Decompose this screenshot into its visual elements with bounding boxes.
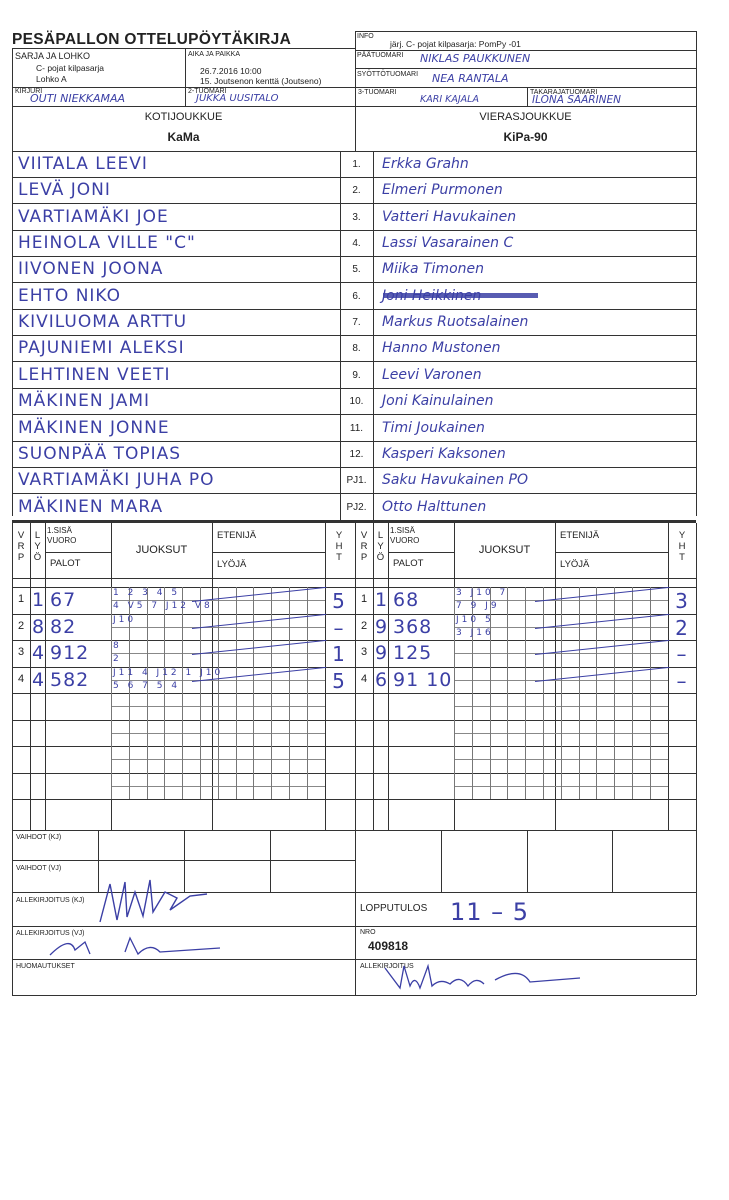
inning-total: – (676, 668, 688, 693)
inning-runs-top: 1 2 3 4 5 (113, 588, 181, 598)
grid-column-line (555, 523, 556, 830)
grid-cell-line (579, 587, 580, 799)
away-label: VIERASJOUKKUE (479, 111, 572, 123)
inning-total: – (333, 615, 345, 640)
inning-vrp: 2 (360, 619, 368, 632)
lineup-row-number: 11. (349, 422, 364, 434)
bottom-frame (12, 830, 13, 995)
lineup-row-line (12, 493, 696, 494)
grid-cell-line (200, 587, 201, 799)
header-lyoja: LYÖJÄ (560, 559, 590, 570)
inning-runs-top: 8 (113, 641, 122, 651)
header-palot: PALOT (393, 558, 424, 569)
inning-runs-top: J11 4 J12 1 J10 (113, 667, 224, 678)
lineup-row-number: 6. (352, 290, 361, 302)
inning-palot: 125 (393, 642, 433, 664)
header-juoksut: JUOKSUT (135, 544, 188, 556)
home-label: KOTIJOUKKUE (144, 111, 223, 123)
header-line (355, 68, 696, 69)
header-palot: PALOT (50, 558, 81, 569)
inning-lyo: 4 (32, 668, 46, 691)
chief-umpire-label: PÄÄTUOMARI (357, 52, 404, 59)
header-yht: Y H T (335, 530, 343, 563)
grid-cell-line (561, 587, 562, 799)
grid-cell-line (147, 587, 148, 799)
inning-lyo: 4 (32, 642, 46, 664)
bottom-divider (441, 830, 442, 892)
grid-row-line (12, 693, 355, 694)
away-player-name: Vatteri Havukainen (382, 208, 517, 225)
header-juoksut: JUOKSUT (478, 544, 531, 556)
away-player-name: Markus Ruotsalainen (382, 314, 529, 331)
inning-lyo: 1 (32, 589, 46, 611)
header-vrp: V R P (17, 530, 25, 563)
lineup-row-line (12, 177, 696, 178)
header-vrp: V R P (360, 530, 368, 563)
bottom-frame (696, 830, 697, 995)
inning-runs-top: J10 5 (456, 614, 494, 625)
final-label: LOPPUTULOS (360, 903, 428, 914)
home-player-name: SUONPÄÄ TOPIAS (18, 443, 182, 464)
vaihdot-kj-label: VAIHDOT (KJ) (16, 834, 62, 841)
lineup-row-line (12, 256, 696, 257)
inning-palot: 82 (50, 615, 77, 638)
bottom-line (12, 995, 696, 996)
home-player-name: VIITALA LEEVI (18, 154, 148, 174)
sign-label: ALLEKIRJOITUS (360, 963, 414, 970)
inning-runs-bottom: 7 9 J9 (456, 601, 500, 611)
inning-palot: 67 (50, 589, 77, 611)
back-umpire-label: TAKARAJATUOMARI (530, 89, 598, 96)
grid-subline (45, 552, 111, 553)
remarks-label: HUOMAUTUKSET (16, 963, 75, 970)
inning-total: 3 (675, 589, 689, 613)
grid-cell-line (543, 587, 544, 799)
home-team: KaMa (167, 130, 200, 144)
lineup-row-number: 3. (352, 211, 361, 223)
inning-runs-top: J10 (113, 614, 137, 625)
grid-cell-line (289, 587, 290, 799)
lineup-row-number: 7. (352, 317, 361, 329)
header-lyoja: LYÖJÄ (217, 559, 247, 570)
signature-referee (380, 960, 600, 992)
inning-total: 2 (675, 615, 689, 640)
grid-cell-line (164, 587, 165, 799)
header-lyo: L Y Ö (33, 530, 42, 563)
grid-cell-line (236, 587, 237, 799)
chief-umpire-value: NIKLAS PAUKKUNEN (420, 52, 531, 65)
grid-row-line (12, 720, 355, 721)
header-line (12, 48, 355, 49)
bottom-divider (527, 830, 528, 892)
away-player-name: Leevi Varonen (382, 366, 482, 383)
home-player-name: VARTIAMÄKI JOE (18, 206, 169, 227)
home-player-name: VARTIAMÄKI JUHA PO (18, 470, 215, 491)
inning-vrp: 3 (17, 646, 25, 658)
grid-header-bottom (12, 578, 696, 579)
home-player-name: MÄKINEN MARA (18, 496, 164, 517)
inning-lyo: 9 (375, 642, 389, 664)
time-place-label: AIKA JA PAIKKA (188, 51, 241, 58)
grid-subline (212, 552, 325, 553)
lineup-row-line (12, 441, 696, 442)
nro-label: NRO (360, 929, 376, 936)
home-player-name: HEINOLA VILLE "C" (18, 233, 196, 254)
lineup-row-number: 4. (352, 238, 361, 250)
lineup-row-line (12, 203, 696, 204)
back-umpire-value: ILONA SAARINEN (532, 94, 622, 106)
away-player-name: Saku Havukainen PO (382, 472, 529, 489)
inning-runs-bottom: 2 (113, 654, 122, 664)
grid-cell-line (182, 587, 183, 799)
series-label: SARJA JA LOHKO (15, 51, 91, 61)
umpire2-label: 2-TUOMARI (188, 88, 227, 95)
grid-row-line (355, 799, 696, 800)
frame-right (696, 31, 697, 516)
place-value: 15. Joutsenon kenttä (Joutseno) (200, 76, 322, 86)
inning-total: 5 (332, 589, 346, 613)
inning-palot: 91 10 (393, 668, 453, 691)
inning-palot: 68 (393, 589, 420, 611)
home-player-name: LEHTINEN VEETI (18, 364, 171, 385)
header-line (12, 106, 696, 107)
lineup-row-number: PJ2. (346, 501, 367, 513)
header-sisa: 1.SISÄ VUORO (47, 526, 77, 545)
grid-column-line (373, 523, 374, 830)
nro-value: 409818 (368, 939, 409, 953)
inning-vrp: 4 (17, 672, 25, 685)
away-player-name: Hanno Mustonen (382, 340, 501, 357)
form-title: PESÄPALLON OTTELUPÖYTÄKIRJA (12, 31, 292, 48)
inning-runs-top: 3 J10 7 (456, 588, 509, 598)
header-yht: Y H T (678, 530, 686, 563)
inning-vrp: 3 (360, 646, 368, 658)
grid-top (12, 521, 696, 523)
inning-lyo: 6 (375, 668, 389, 691)
pitch-umpire-value: NEA RANTALA (432, 72, 509, 85)
grid-cell-line (454, 587, 455, 799)
inning-runs-bottom: 5 6 7 5 4 (113, 680, 181, 691)
lineup-row-number: 9. (352, 369, 361, 381)
grid-row-line (12, 773, 355, 774)
umpire3-value: KARI KAJALA (420, 94, 479, 105)
away-player-name: Elmeri Purmonen (382, 182, 503, 199)
lineup-row-number: 2. (352, 185, 361, 197)
grid-cell-line (218, 587, 219, 799)
bottom-divider (612, 830, 613, 892)
home-player-name: LEVÄ JONI (18, 180, 111, 201)
team-line (12, 151, 696, 152)
lineup-row-number: 12. (349, 448, 364, 460)
strike-mark (383, 293, 538, 298)
lineup-row-line (12, 335, 696, 336)
scorer-value: OUTI NIEKKAMAA (30, 92, 126, 105)
grid-cell-line (111, 587, 112, 799)
away-player-name: Joni Kainulainen (382, 393, 494, 410)
away-player-name: Erkka Grahn (382, 156, 469, 172)
inning-vrp: 4 (360, 672, 368, 685)
header-etenija: ETENIJÄ (217, 530, 257, 541)
header-line (355, 31, 696, 32)
away-player-name: Timi Joukainen (382, 419, 485, 436)
away-player-name: Miika Timonen (382, 261, 484, 278)
inning-palot: 368 (393, 615, 433, 638)
block-value: Lohko A (36, 74, 67, 84)
grid-cell-line (632, 587, 633, 799)
grid-subline (555, 552, 668, 553)
signature-kj (95, 872, 215, 932)
grid-cell-line (650, 587, 651, 799)
umpire3-label: 3-TUOMARI (358, 89, 397, 96)
bottom-divider (270, 830, 271, 892)
lineup-row-line (12, 361, 696, 362)
date-value: 26.7.2016 10:00 (200, 66, 262, 76)
lineup-row-line (12, 467, 696, 468)
home-player-name: PAJUNIEMI ALEKSI (18, 338, 185, 359)
inning-vrp: 1 (17, 593, 25, 605)
inning-vrp: 2 (17, 619, 25, 632)
inning-palot: 912 (50, 642, 90, 664)
vaihdot-vj-label: VAIHDOT (VJ) (16, 865, 62, 872)
inning-lyo: 8 (32, 615, 46, 638)
header-line (355, 50, 696, 51)
header-sisa: 1.SISÄ VUORO (390, 526, 420, 545)
info-label: INFO (357, 33, 374, 40)
grid-row-line (12, 799, 355, 800)
away-player-name: Kasperi Kaksonen (382, 445, 506, 462)
sign-vj-label: ALLEKIRJOITUS (VJ) (16, 930, 85, 937)
home-player-name: KIVILUOMA ARTTU (18, 312, 188, 333)
lineup-row-number: 5. (352, 264, 361, 276)
grid-frame (696, 523, 697, 830)
away-player-name: Otto Halttunen (382, 498, 487, 515)
inning-total: 1 (332, 642, 346, 666)
lineup-row-number: 10. (349, 396, 364, 408)
grid-cell-line (307, 587, 308, 799)
bottom-line (12, 830, 696, 831)
inning-runs-bottom: 4 V5 7 J12 V8 (113, 601, 213, 611)
home-player-name: MÄKINEN JONNE (18, 417, 170, 438)
grid-column-line (388, 523, 389, 830)
header-etenija: ETENIJÄ (560, 530, 600, 541)
grid-subline (388, 552, 454, 553)
home-player-name: MÄKINEN JAMI (18, 391, 151, 412)
grid-cell-line (596, 587, 597, 799)
inning-runs-bottom: 3 J16 (456, 627, 494, 638)
series-value: C- pojat kilpasarja (36, 63, 105, 73)
inning-total: – (676, 642, 688, 666)
inning-total: 5 (332, 668, 346, 693)
lineup-row-line (12, 282, 696, 283)
inning-lyo: 9 (375, 615, 389, 638)
home-player-name: EHTO NIKO (18, 285, 122, 306)
lineup-row-line (12, 414, 696, 415)
umpire2-value: JUKKA UUSITALO (196, 93, 279, 104)
header-divider (527, 87, 528, 106)
away-player-name: Lassi Vasarainen C (382, 235, 514, 252)
header-lyo: L Y Ö (376, 530, 385, 563)
lineup-row-number: 8. (352, 343, 361, 355)
header-line (12, 87, 696, 88)
sign-kj-label: ALLEKIRJOITUS (KJ) (16, 897, 85, 904)
lineup-row-number: 1. (352, 159, 361, 170)
lineup-row-line (12, 230, 696, 231)
inning-vrp: 1 (360, 593, 368, 605)
header-divider (185, 48, 186, 106)
grid-row-line (12, 746, 355, 747)
info-value: järj. C- pojat kilpasarja: PomPy -01 (390, 39, 521, 49)
signature-vj (30, 930, 230, 960)
grid-column-line (30, 523, 31, 830)
away-team: KiPa-90 (503, 130, 548, 144)
pitch-umpire-label: SYÖTTÖTUOMARI (357, 71, 419, 78)
bottom-divider (355, 830, 356, 892)
lineup-row-line (12, 309, 696, 310)
home-player-name: IIVONEN JOONA (18, 259, 164, 280)
lineup-row-line (12, 388, 696, 389)
grid-row-line (12, 587, 355, 588)
grid-cell-line (253, 587, 254, 799)
bottom-divider (355, 892, 356, 995)
final-score: 11 – 5 (450, 898, 530, 926)
grid-row-line (12, 614, 355, 615)
lineup-row-number: PJ1. (346, 475, 367, 487)
grid-column-line (45, 523, 46, 830)
inning-lyo: 1 (375, 589, 389, 611)
grid-row-line (12, 640, 355, 641)
grid-cell-line (507, 587, 508, 799)
inning-palot: 582 (50, 668, 90, 691)
grid-cell-line (525, 587, 526, 799)
scorer-label: KIRJURI (15, 88, 43, 95)
